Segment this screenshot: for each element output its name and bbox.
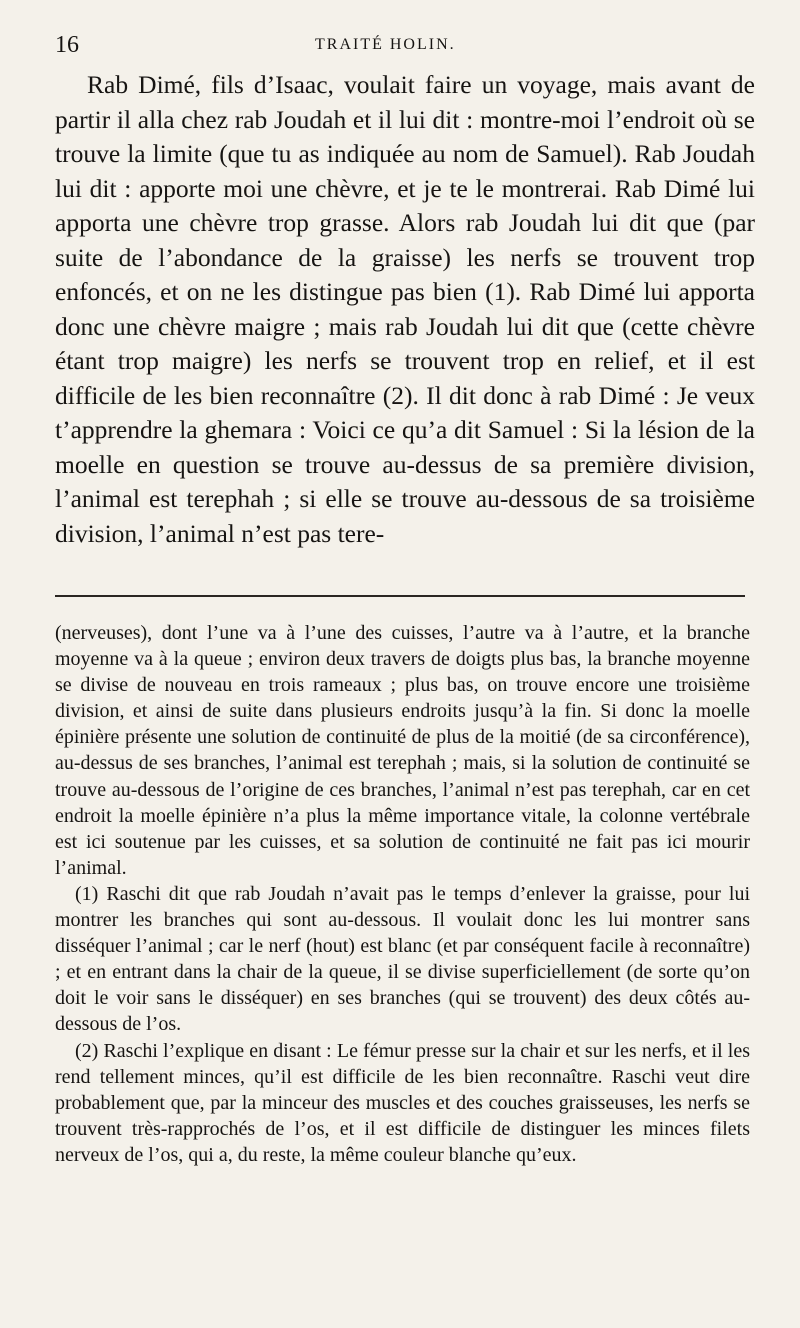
page-number: 16: [55, 32, 79, 58]
footnote-divider: [55, 595, 745, 597]
page-header: [55, 32, 760, 62]
main-paragraph: Rab Dimé, fils d’Isaac, voulait faire un voyage, mais avant de partir il alla chez rab Joudah et il lui dit : montre-moi l’endroit où se trouve la limite (que tu as indiquée au nom de Samuel). Rab Joudah lui dit : apporte moi une chèvre, et je te le montrerai. Rab Dimé lui apporta une chèvre trop grasse. Alors rab Joudah lui dit que (par suite de l’abondance de la graisse) les nerfs se trouvent trop enfoncés, et on ne les distingue pas bien (1). Rab Dimé lui apporta donc une chèvre maigre ; mais rab Joudah lui dit que (cette chèvre étant trop maigre) les nerfs se trouvent trop en relief, et il est difficile de les bien reconnaître (2). Il dit donc à rab Dimé : Je veux t’apprendre la ghemara : Voici ce qu’a dit Samuel : Si la lésion de la moelle en question se trouve au-dessus de sa première division, l’animal est terephah ; si elle se trouve au-dessous de sa troisième division, l’animal n’est pas tere-: [55, 70, 755, 548]
footnotes: [55, 620, 750, 1168]
footnote-continuation: (nerveuses), dont l’une va à l’une des cuisses, l’autre va à l’autre, et la branche moyenne va à la queue ; environ deux travers de doigts plus bas, la branche moyenne se divise de nouveau en trois rameaux ; plus bas, on trouve encore une troisième division, et ainsi de suite dans plusieurs endroits jusqu’à la fin. Si donc la moelle épinière présente une solution de continuité de plus de la moitié (de sa circonférence), au-dessus de ses branches, l’animal est terephah ; mais, si la solution de continuité se trouve au-dessous de l’origine de ces branches, l’animal n’est pas terephah, car en cet endroit la moelle épinière n’a plus la même importance vitale, la colonne vertébrale est ici soutenue par les cuisses, et sa solution de continuité ne fait pas ici mourir l’animal.: [55, 622, 750, 879]
running-title: TRAITÉ HOLIN.: [315, 36, 456, 53]
main-text: [55, 68, 755, 551]
footnote-2: (2) Raschi l’explique en disant : Le fémur presse sur la chair et sur les nerfs, et il les rend tellement minces, qu’il est difficile de les bien reconnaître. Raschi veut dire probablement que, par la minceur des muscles et des couches graisseuses, les nerfs se trouvent très-rapprochés de l’os, et il est difficile de distinguer les minces filets nerveux de l’os, qui a, du reste, la même couleur blanche qu’eux.: [55, 1039, 750, 1166]
footnote-1: (1) Raschi dit que rab Joudah n’avait pas le temps d’enlever la graisse, pour lui montrer les branches qui sont au-dessous. Il voulait donc les lui montrer sans disséquer l’animal ; car le nerf (hout) est blanc (et par conséquent facile à reconnaître) ; et en entrant dans la chair de la queue, il se divise superficiellement (de sorte qu’on doit le voir sans le disséquer) en ses branches (qui se trouvent) des deux côtés au-dessous de l’os.: [55, 882, 750, 1036]
